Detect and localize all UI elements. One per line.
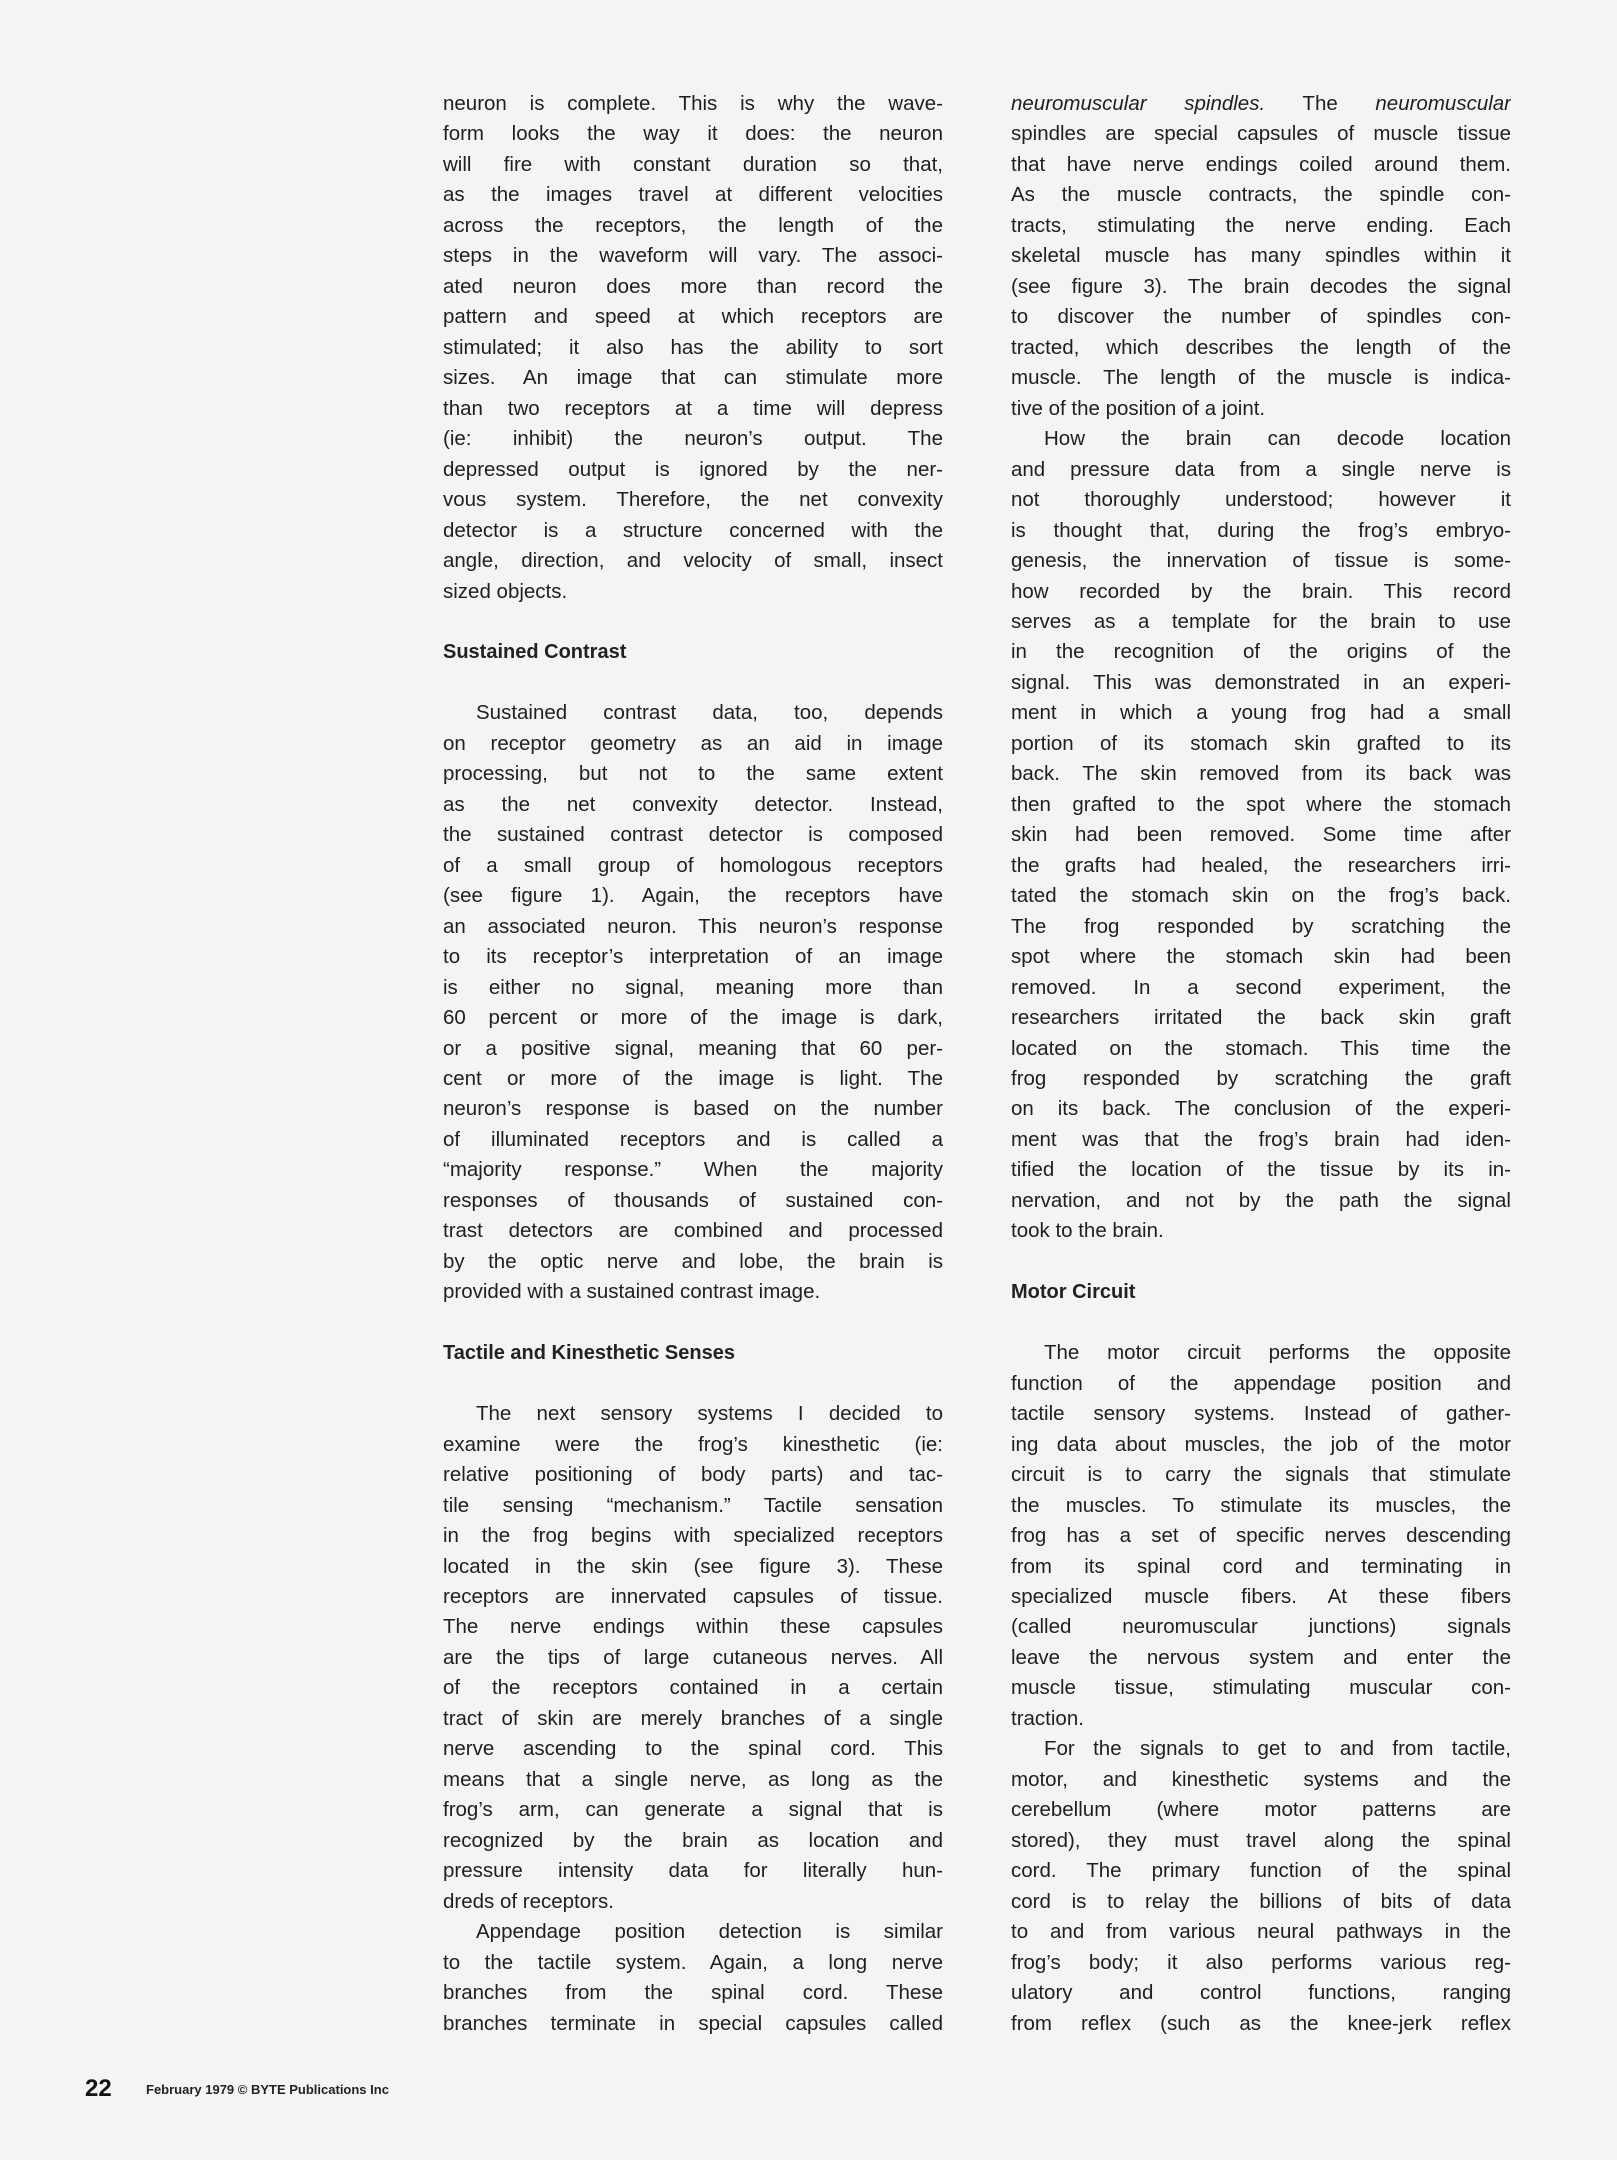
text-line: form looks the way it does: the neuron — [443, 122, 943, 146]
text-line: detector is a structure concerned with the — [443, 518, 943, 542]
text-line: depressed output is ignored by the ner- — [443, 457, 943, 481]
text-line: genesis, the innervation of tissue is some- — [1011, 549, 1511, 573]
text-line: leave the nervous system and enter the — [1011, 1645, 1511, 1669]
text-line: branches terminate in special capsules called — [443, 2011, 943, 2035]
italic-term: neuromuscular spindles. — [1011, 92, 1266, 115]
text-line: portion of its stomach skin grafted to its — [1011, 731, 1511, 755]
text-line: to its receptor’s interpretation of an image — [443, 945, 943, 969]
text-line: signal. This was demonstrated in an experi- — [1011, 670, 1511, 694]
text-line: sized objects. — [443, 579, 568, 603]
text-line: then grafted to the spot where the stomach — [1011, 792, 1511, 816]
text-line: is thought that, during the frog’s embryo- — [1011, 518, 1511, 542]
text-line: angle, direction, and velocity of small, insect — [443, 549, 943, 573]
text-line: As the muscle contracts, the spindle con- — [1011, 183, 1511, 207]
text-line: removed. In a second experiment, the — [1011, 975, 1511, 999]
text-line: by the optic nerve and lobe, the brain is — [443, 1249, 943, 1273]
text-line: located in the skin (see figure 3). These — [443, 1554, 943, 1578]
text-line: tified the location of the tissue by its in- — [1011, 1158, 1511, 1182]
text-line: ulatory and control functions, ranging — [1011, 1981, 1511, 2005]
text-line: of a small group of homologous receptors — [443, 853, 943, 877]
text-line: to the tactile system. Again, a long nerve — [443, 1950, 943, 1974]
section-heading: Sustained Contrast — [443, 641, 627, 664]
text-line: ated neuron does more than record the — [443, 274, 943, 298]
text-line: spindles are special capsules of muscle tissue — [1011, 122, 1511, 146]
text-line — [1011, 89, 1511, 119]
text-line: ment in which a young frog had a small — [1011, 701, 1511, 725]
text-line: responses of thousands of sustained con- — [443, 1188, 943, 1212]
paragraph — [443, 698, 943, 1307]
text-line: cent or more of the image is light. The — [443, 1067, 943, 1090]
text-line: examine were the frog’s kinesthetic (ie: — [443, 1432, 943, 1456]
text-line: the grafts had healed, the researchers irri- — [1011, 853, 1511, 877]
blank-line — [443, 668, 943, 698]
text-line: The motor circuit performs the opposite — [1044, 1341, 1511, 1365]
text-line: How the brain can decode location — [1044, 427, 1511, 451]
text-line: For the signals to get to and from tactile, — [1044, 1737, 1511, 1761]
text-line: nervation, and not by the path the signal — [1011, 1188, 1511, 1212]
text-line: Appendage position detection is similar — [476, 1920, 943, 1944]
text-line: means that a single nerve, as long as the — [443, 1767, 943, 1791]
text-line: tile sensing “mechanism.” Tactile sensation — [443, 1493, 943, 1517]
paragraph — [1011, 1338, 1511, 1734]
blank-line — [1011, 1308, 1511, 1338]
text-line: tated the stomach skin on the frog’s back. — [1011, 884, 1511, 908]
text-line: “majority response.” When the majority — [443, 1158, 943, 1182]
text-line: stimulated; it also has the ability to sort — [443, 335, 943, 359]
italic-term: neuromuscular — [1375, 92, 1511, 115]
text-line: tract of skin are merely branches of a single — [443, 1706, 943, 1730]
text-line: The nerve endings within these capsules — [443, 1615, 943, 1639]
text-line: branches from the spinal cord. These — [443, 1981, 943, 2005]
text-line: on its back. The conclusion of the experi- — [1011, 1097, 1511, 1121]
text-line: is either no signal, meaning more than — [443, 975, 943, 999]
text-line: took to the brain. — [1011, 1219, 1164, 1243]
text-line: (see figure 1). Again, the receptors have — [443, 884, 943, 908]
text-line: trast detectors are combined and processed — [443, 1219, 943, 1243]
paragraph — [443, 1917, 943, 2039]
text-line: located on the stomach. This time the — [1011, 1036, 1511, 1060]
text-line: skeletal muscle has many spindles within it — [1011, 244, 1511, 268]
text-line: to and from various neural pathways in the — [1011, 1920, 1511, 1944]
text-line: motor, and kinesthetic systems and the — [1011, 1767, 1511, 1791]
text-line: 60 percent or more of the image is dark, — [443, 1006, 943, 1030]
text-line: frog responded by scratching the graft — [1011, 1067, 1511, 1090]
text-line: ment was that the frog’s brain had iden- — [1011, 1127, 1511, 1151]
text-line: sizes. An image that can stimulate more — [443, 366, 943, 390]
text-line: muscle tissue, stimulating muscular con- — [1011, 1676, 1511, 1700]
text-line: specialized muscle fibers. At these fibers — [1011, 1584, 1511, 1608]
text-line: frog has a set of specific nerves descending — [1011, 1524, 1511, 1548]
section-heading: Motor Circuit — [1011, 1281, 1136, 1304]
text-line: dreds of receptors. — [443, 1889, 614, 1913]
text-line: tracts, stimulating the nerve ending. Each — [1011, 213, 1511, 237]
text-line: not thoroughly understood; however it — [1011, 488, 1511, 512]
text-line: serves as a template for the brain to use — [1011, 609, 1511, 633]
blank-line — [443, 1308, 943, 1338]
text-line: The next sensory systems I decided to — [476, 1402, 943, 1426]
text-line: pattern and speed at which receptors are — [443, 305, 943, 329]
text-line: steps in the waveform will vary. The associ- — [443, 244, 943, 268]
text-line: vous system. Therefore, the net convexity — [443, 488, 943, 512]
text-line: an associated neuron. This neuron’s response — [443, 914, 943, 938]
text-line: across the receptors, the length of the — [443, 213, 943, 237]
text-line: frog’s arm, can generate a signal that is — [443, 1798, 943, 1822]
text-line: (called neuromuscular junctions) signals — [1011, 1615, 1511, 1639]
text-line: stored), they must travel along the spinal — [1011, 1828, 1511, 1852]
text-line: function of the appendage position and — [1011, 1371, 1511, 1395]
footer-credit: February 1979 © BYTE Publications Inc — [146, 2082, 389, 2097]
text-line: on receptor geometry as an aid in image — [443, 731, 943, 755]
text-line: traction. — [1011, 1706, 1084, 1730]
page-number: 22 — [85, 2075, 112, 2102]
text-line: in the frog begins with specialized receptors — [443, 1524, 943, 1548]
text-line: tactile sensory systems. Instead of gather- — [1011, 1402, 1511, 1426]
text-line: frog’s body; it also performs various reg- — [1011, 1950, 1511, 1974]
text-line: the sustained contrast detector is composed — [443, 823, 943, 847]
text-line: pressure intensity data for literally hun- — [443, 1859, 943, 1883]
blank-line — [443, 1369, 943, 1399]
text-line: as the net convexity detector. Instead, — [443, 792, 943, 816]
text-line: tive of the position of a joint. — [1011, 396, 1266, 420]
text-line: of illuminated receptors and is called a — [443, 1127, 943, 1151]
blank-line — [1011, 1247, 1511, 1277]
text-line: that have nerve endings coiled around them. — [1011, 152, 1511, 176]
text-line: processing, but not to the same extent — [443, 762, 943, 786]
text-line: or a positive signal, meaning that 60 per- — [443, 1036, 943, 1060]
text-line: The frog responded by scratching the — [1011, 914, 1511, 938]
text-line: of the receptors contained in a certain — [443, 1676, 943, 1700]
text-line: spot where the stomach skin had been — [1011, 945, 1511, 969]
text-line: neuron’s response is based on the number — [443, 1097, 943, 1121]
text-line: and pressure data from a single nerve is — [1011, 457, 1511, 481]
text-line: muscle. The length of the muscle is indica- — [1011, 366, 1511, 390]
text-line: cerebellum (where motor patterns are — [1011, 1798, 1511, 1822]
text-segment: The — [1265, 92, 1376, 115]
text-line: back. The skin removed from its back was — [1011, 762, 1511, 786]
text-line: as the images travel at different velocities — [443, 183, 943, 207]
text-line: cord is to relay the billions of bits of data — [1011, 1889, 1511, 1913]
paragraph — [443, 1399, 943, 1917]
text-line: provided with a sustained contrast image. — [443, 1280, 821, 1304]
paragraph — [1011, 89, 1511, 424]
text-line: from reflex (such as the knee-jerk reflex — [1011, 2011, 1511, 2035]
text-line: tracted, which describes the length of the — [1011, 335, 1511, 359]
paragraph — [443, 89, 943, 607]
section-heading: Tactile and Kinesthetic Senses — [443, 1342, 735, 1365]
left-text-column — [443, 89, 943, 2039]
text-line: in the recognition of the origins of the — [1011, 640, 1511, 664]
paragraph — [1011, 424, 1511, 1247]
text-line: recognized by the brain as location and — [443, 1828, 943, 1852]
text-line: cord. The primary function of the spinal — [1011, 1859, 1511, 1883]
blank-line — [443, 607, 943, 637]
text-line: to discover the number of spindles con- — [1011, 305, 1511, 329]
right-text-column — [1011, 89, 1511, 2039]
text-line: (see figure 3). The brain decodes the signal — [1011, 274, 1511, 298]
text-line: relative positioning of body parts) and tac- — [443, 1463, 943, 1487]
text-line: skin had been removed. Some time after — [1011, 823, 1511, 847]
text-line: how recorded by the brain. This record — [1011, 579, 1511, 603]
text-line: from its spinal cord and terminating in — [1011, 1554, 1511, 1578]
text-line: circuit is to carry the signals that stimulate — [1011, 1463, 1511, 1487]
text-line: (ie: inhibit) the neuron’s output. The — [443, 427, 943, 451]
text-line: are the tips of large cutaneous nerves. All — [443, 1645, 943, 1669]
text-line: neuron is complete. This is why the wave- — [443, 92, 943, 115]
text-line: receptors are innervated capsules of tissue. — [443, 1584, 943, 1608]
text-line: than two receptors at a time will depress — [443, 396, 943, 420]
text-line: nerve ascending to the spinal cord. This — [443, 1737, 943, 1761]
text-line: will fire with constant duration so that, — [443, 152, 943, 176]
text-line: researchers irritated the back skin graft — [1011, 1006, 1511, 1030]
text-line: Sustained contrast data, too, depends — [476, 701, 943, 725]
text-line: ing data about muscles, the job of the motor — [1011, 1432, 1511, 1456]
text-line: the muscles. To stimulate its muscles, the — [1011, 1493, 1511, 1517]
paragraph — [1011, 1734, 1511, 2039]
